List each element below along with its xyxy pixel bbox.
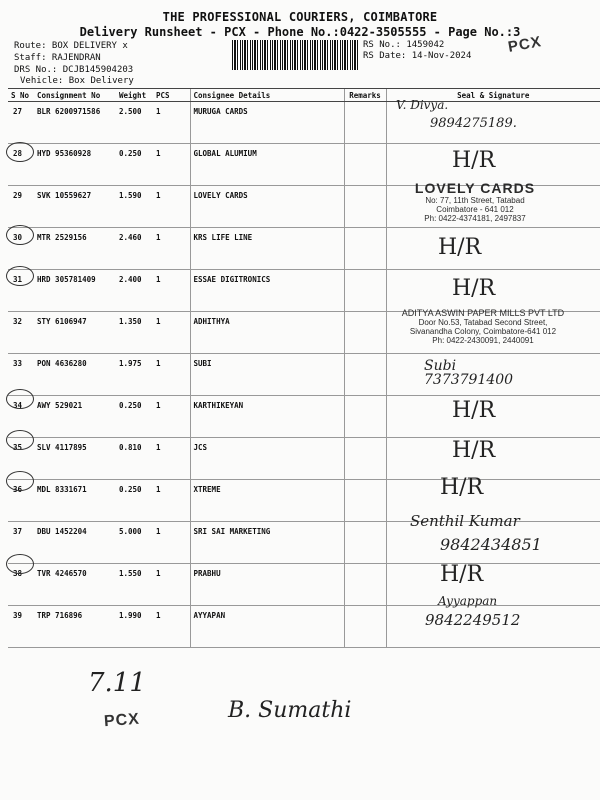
stamp-city: Coimbatore - 641 012	[436, 205, 514, 214]
sig-subi-name: Subi	[424, 358, 457, 374]
cell-pcs: 1	[153, 312, 190, 354]
table-header-row	[8, 89, 600, 102]
cell-weight: 1.350	[116, 312, 153, 354]
cell-remarks	[344, 396, 386, 438]
circle-mark	[6, 266, 34, 286]
cell-consignee: JCS	[190, 438, 344, 480]
cell-remarks	[344, 522, 386, 564]
runsheet-title: Delivery Runsheet - PCX - Phone No.:0422-3505555 - Page No.:3	[79, 25, 521, 39]
cell-consignment: AWY 529021	[34, 396, 116, 438]
cell-weight: 1.590	[116, 186, 153, 228]
cell-consignment: SLV 4117895	[34, 438, 116, 480]
cell-remarks	[344, 438, 386, 480]
cell-consignment: BLR 6200971586	[34, 102, 116, 144]
cell-weight: 1.550	[116, 564, 153, 606]
route-label: Route: BOX DELIVERY x	[14, 41, 128, 51]
cell-remarks	[344, 102, 386, 144]
hr-mark: H/R	[438, 235, 482, 260]
cell-sno: 30	[8, 228, 34, 270]
col-pcs: PCS	[153, 89, 190, 102]
col-remarks: Remarks	[344, 89, 386, 102]
cell-remarks	[344, 144, 386, 186]
cell-sno: 35	[8, 438, 34, 480]
cell-consignment: DBU 1452204	[34, 522, 116, 564]
cell-remarks	[344, 228, 386, 270]
table-row	[8, 396, 600, 438]
cell-consignment: TVR 4246570	[34, 564, 116, 606]
cell-remarks	[344, 354, 386, 396]
cell-consignment: MDL 8331671	[34, 480, 116, 522]
cell-sno: 37	[8, 522, 34, 564]
cell-remarks	[344, 480, 386, 522]
sig-sentil-phone: 9842434851	[440, 535, 542, 554]
stamp-name: ADITYA ASWIN PAPER MILLS PVT LTD	[401, 308, 565, 318]
circle-mark	[6, 554, 34, 574]
sig-sentil-name: Senthil Kumar	[410, 512, 520, 530]
stamp-address: Sivanandha Colony, Coimbatore-641 012	[409, 327, 557, 336]
cell-pcs: 1	[153, 606, 190, 648]
cell-consignment: MTR 2529156	[34, 228, 116, 270]
hr-mark: H/R	[440, 562, 484, 587]
cell-weight: 2.400	[116, 270, 153, 312]
hr-mark: H/R	[452, 148, 496, 173]
cell-sno: 29	[8, 186, 34, 228]
sig-ayyappan-phone: 9842249512	[425, 611, 521, 629]
cell-weight: 0.250	[116, 144, 153, 186]
footer-signature: B. Sumathi	[228, 698, 352, 723]
cell-consignee: PRABHU	[190, 564, 344, 606]
table-row	[8, 270, 600, 312]
cell-sno: 31	[8, 270, 34, 312]
cell-consignee: KARTHIKEYAN	[190, 396, 344, 438]
cell-consignee: XTREME	[190, 480, 344, 522]
cell-consignee: LOVELY CARDS	[190, 186, 344, 228]
cell-weight: 0.810	[116, 438, 153, 480]
table-row	[8, 564, 600, 606]
cell-pcs: 1	[153, 480, 190, 522]
stamp-address: No: 77, 11th Street, Tatabad	[425, 196, 525, 205]
drs-label: DRS No.: DCJB145904203	[14, 65, 134, 75]
cell-sno: 28	[8, 144, 34, 186]
cell-pcs: 1	[153, 354, 190, 396]
cell-consignment: HYD 95360928	[34, 144, 116, 186]
cell-sno: 32	[8, 312, 34, 354]
staff-label: Staff: RAJENDRAN	[14, 53, 101, 63]
cell-weight: 1.990	[116, 606, 153, 648]
cell-sno: 34	[8, 396, 34, 438]
cell-consignee: KRS LIFE LINE	[190, 228, 344, 270]
hr-mark: H/R	[452, 276, 496, 301]
stamp-name: LOVELY CARDS	[414, 180, 536, 196]
table-row	[8, 438, 600, 480]
cell-consignee: ESSAE DIGITRONICS	[190, 270, 344, 312]
cell-consignment: TRP 716896	[34, 606, 116, 648]
circle-mark	[6, 142, 34, 162]
cell-consignment: PON 4636280	[34, 354, 116, 396]
company-title: THE PROFESSIONAL COURIERS, COIMBATORE	[162, 10, 438, 24]
cell-consignee: MURUGA CARDS	[190, 102, 344, 144]
cell-sno: 33	[8, 354, 34, 396]
col-seal: Seal & Signature	[386, 89, 600, 102]
vehicle-label: Vehicle: Box Delivery	[20, 76, 134, 86]
col-consignment: Consignment No	[34, 89, 116, 102]
cell-pcs: 1	[153, 102, 190, 144]
cell-weight: 0.250	[116, 396, 153, 438]
cell-weight: 1.975	[116, 354, 153, 396]
cell-pcs: 1	[153, 186, 190, 228]
rs-number: RS No.: 1459042	[363, 40, 445, 50]
sig-r27-phone: 9894275189.	[430, 116, 517, 131]
cell-pcs: 1	[153, 396, 190, 438]
cell-consignment: STY 6106947	[34, 312, 116, 354]
cell-weight: 2.460	[116, 228, 153, 270]
circle-mark	[6, 471, 34, 491]
cell-remarks	[344, 564, 386, 606]
hr-mark: H/R	[452, 398, 496, 423]
cell-pcs: 1	[153, 144, 190, 186]
stamp-address: Door No.53, Tatabad Second Street,	[418, 318, 548, 327]
cell-remarks	[344, 312, 386, 354]
sig-ayyappan-name: Ayyappan	[438, 594, 498, 608]
hr-mark: H/R	[440, 475, 484, 500]
rs-date: RS Date: 14-Nov-2024	[363, 51, 472, 61]
col-sno: S No	[8, 89, 34, 102]
cell-pcs: 1	[153, 270, 190, 312]
cell-remarks	[344, 186, 386, 228]
cell-pcs: 1	[153, 564, 190, 606]
cell-consignee: SUBI	[190, 354, 344, 396]
lovely-cards-stamp	[395, 180, 555, 223]
col-consignee: Consignee Details	[190, 89, 344, 102]
cell-pcs: 1	[153, 228, 190, 270]
sig-r27-name: V. Divya.	[396, 98, 449, 112]
aditya-stamp	[383, 309, 583, 345]
footer-initials: 7.11	[88, 668, 146, 698]
circle-mark	[6, 225, 34, 245]
cell-consignee: AYYAPAN	[190, 606, 344, 648]
col-weight: Weight	[116, 89, 153, 102]
circle-mark	[6, 430, 34, 450]
cell-pcs: 1	[153, 522, 190, 564]
pcx-stamp-top: PCX	[506, 33, 544, 56]
circle-mark	[6, 389, 34, 409]
hr-mark: H/R	[452, 438, 496, 463]
cell-sno: 39	[8, 606, 34, 648]
cell-consignee: GLOBAL ALUMIUM	[190, 144, 344, 186]
stamp-phone: Ph: 0422-4374181, 2497837	[424, 214, 526, 223]
cell-weight: 2.500	[116, 102, 153, 144]
cell-sno: 38	[8, 564, 34, 606]
cell-consignment: SVK 10559627	[34, 186, 116, 228]
barcode-image	[232, 40, 358, 70]
cell-consignment: HRD 305781409	[34, 270, 116, 312]
pcx-stamp-footer: PCX	[103, 710, 141, 731]
cell-weight: 5.000	[116, 522, 153, 564]
cell-sno: 36	[8, 480, 34, 522]
cell-consignee: ADHITHYA	[190, 312, 344, 354]
cell-remarks	[344, 606, 386, 648]
runsheet-table	[8, 88, 600, 648]
stamp-phone: Ph: 0422-2430091, 2440091	[432, 336, 534, 345]
table-row	[8, 228, 600, 270]
sig-subi-phone: 7373791400	[424, 372, 514, 388]
cell-consignee: SRI SAI MARKETING	[190, 522, 344, 564]
cell-sno: 27	[8, 102, 34, 144]
cell-seal	[386, 228, 600, 270]
cell-remarks	[344, 270, 386, 312]
cell-pcs: 1	[153, 438, 190, 480]
cell-weight: 0.250	[116, 480, 153, 522]
